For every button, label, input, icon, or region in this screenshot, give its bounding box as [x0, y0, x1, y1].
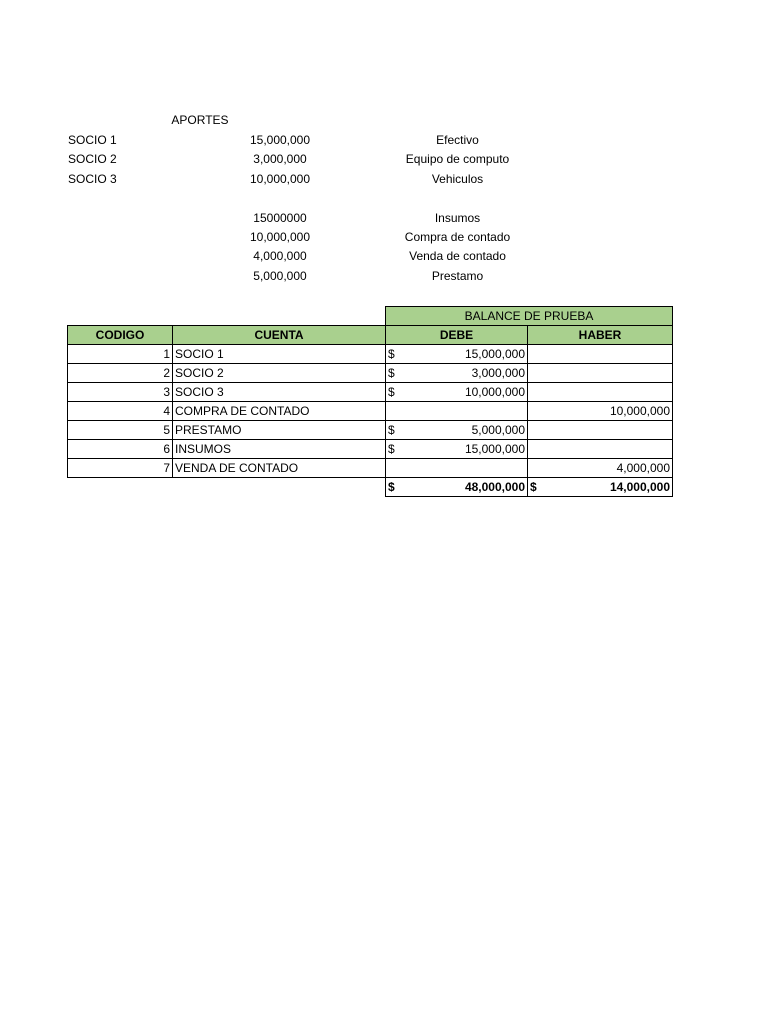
currency-symbol: $ — [388, 385, 395, 399]
currency-symbol: $ — [388, 366, 395, 380]
debe-cell — [386, 383, 528, 402]
haber-cell — [528, 383, 673, 402]
currency-symbol: $ — [388, 480, 395, 494]
aporte-amount: 10,000,000 — [249, 172, 311, 186]
aporte-concept: Equipo de computo — [405, 152, 510, 166]
otro-concept: Venda de contado — [409, 249, 506, 263]
codigo-cell: 7 — [68, 459, 173, 478]
cuenta-cell: PRESTAMO — [173, 421, 386, 440]
otro-concept: Compra de contado — [404, 230, 511, 244]
otro-amount: 5,000,000 — [253, 269, 307, 283]
total-debe-cell — [386, 478, 528, 497]
table-row — [68, 364, 673, 383]
table-row — [68, 383, 673, 402]
total-haber: 14,000,000 — [609, 480, 670, 494]
table-row — [68, 402, 673, 421]
balance-banner: BALANCE DE PRUEBA — [386, 307, 673, 326]
cuenta-cell: SOCIO 1 — [173, 345, 386, 364]
currency-symbol: $ — [388, 442, 395, 456]
header-cuenta: CUENTA — [173, 326, 386, 345]
codigo-cell: 3 — [68, 383, 173, 402]
currency-symbol: $ — [530, 480, 537, 494]
table-row — [68, 345, 673, 364]
debe-cell — [386, 364, 528, 383]
socio-label: SOCIO 3 — [68, 172, 117, 186]
debe-cell — [386, 402, 528, 421]
debe-cell — [386, 459, 528, 478]
currency-symbol: $ — [388, 347, 395, 361]
otro-amount: 15000000 — [253, 211, 307, 225]
debe-cell — [386, 440, 528, 459]
totals-row — [68, 478, 673, 497]
haber-cell — [528, 364, 673, 383]
debe-cell — [386, 345, 528, 364]
table-row — [68, 440, 673, 459]
cuenta-cell: VENDA DE CONTADO — [173, 459, 386, 478]
otro-amount: 4,000,000 — [253, 249, 307, 263]
socio-label: SOCIO 1 — [68, 133, 117, 147]
header-haber: HABER — [528, 326, 673, 345]
haber-cell: 4,000,000 — [528, 459, 673, 478]
cuenta-cell: SOCIO 2 — [173, 364, 386, 383]
cuenta-cell: INSUMOS — [173, 440, 386, 459]
banner-row — [68, 307, 673, 326]
otro-amount: 10,000,000 — [249, 230, 311, 244]
aportes-title: APORTES — [171, 113, 229, 127]
debe-cell — [386, 421, 528, 440]
total-haber-cell — [528, 478, 673, 497]
codigo-cell: 1 — [68, 345, 173, 364]
table-row — [68, 459, 673, 478]
haber-cell — [528, 345, 673, 364]
codigo-cell: 4 — [68, 402, 173, 421]
haber-cell: 10,000,000 — [528, 402, 673, 421]
otro-concept: Insumos — [434, 211, 481, 225]
header-codigo: CODIGO — [68, 326, 173, 345]
currency-symbol: $ — [388, 423, 395, 437]
codigo-cell: 6 — [68, 440, 173, 459]
socio-label: SOCIO 2 — [68, 152, 117, 166]
cuenta-cell: SOCIO 3 — [173, 383, 386, 402]
debe-amount: 3,000,000 — [471, 366, 525, 380]
debe-amount: 15,000,000 — [464, 347, 525, 361]
total-debe: 48,000,000 — [464, 480, 525, 494]
cuenta-cell: COMPRA DE CONTADO — [173, 402, 386, 421]
aporte-amount: 3,000,000 — [253, 152, 307, 166]
aporte-amount: 15,000,000 — [249, 133, 311, 147]
aporte-concept: Efectivo — [436, 133, 479, 147]
otro-concept: Prestamo — [431, 269, 484, 283]
codigo-cell: 5 — [68, 421, 173, 440]
table-row — [68, 421, 673, 440]
haber-cell — [528, 421, 673, 440]
codigo-cell: 2 — [68, 364, 173, 383]
debe-amount: 10,000,000 — [464, 385, 525, 399]
balance-table — [67, 306, 673, 497]
aporte-concept: Vehiculos — [431, 172, 484, 186]
header-row — [68, 326, 673, 345]
header-debe: DEBE — [386, 326, 528, 345]
debe-amount: 15,000,000 — [464, 442, 525, 456]
debe-amount: 5,000,000 — [471, 423, 525, 437]
haber-cell — [528, 440, 673, 459]
